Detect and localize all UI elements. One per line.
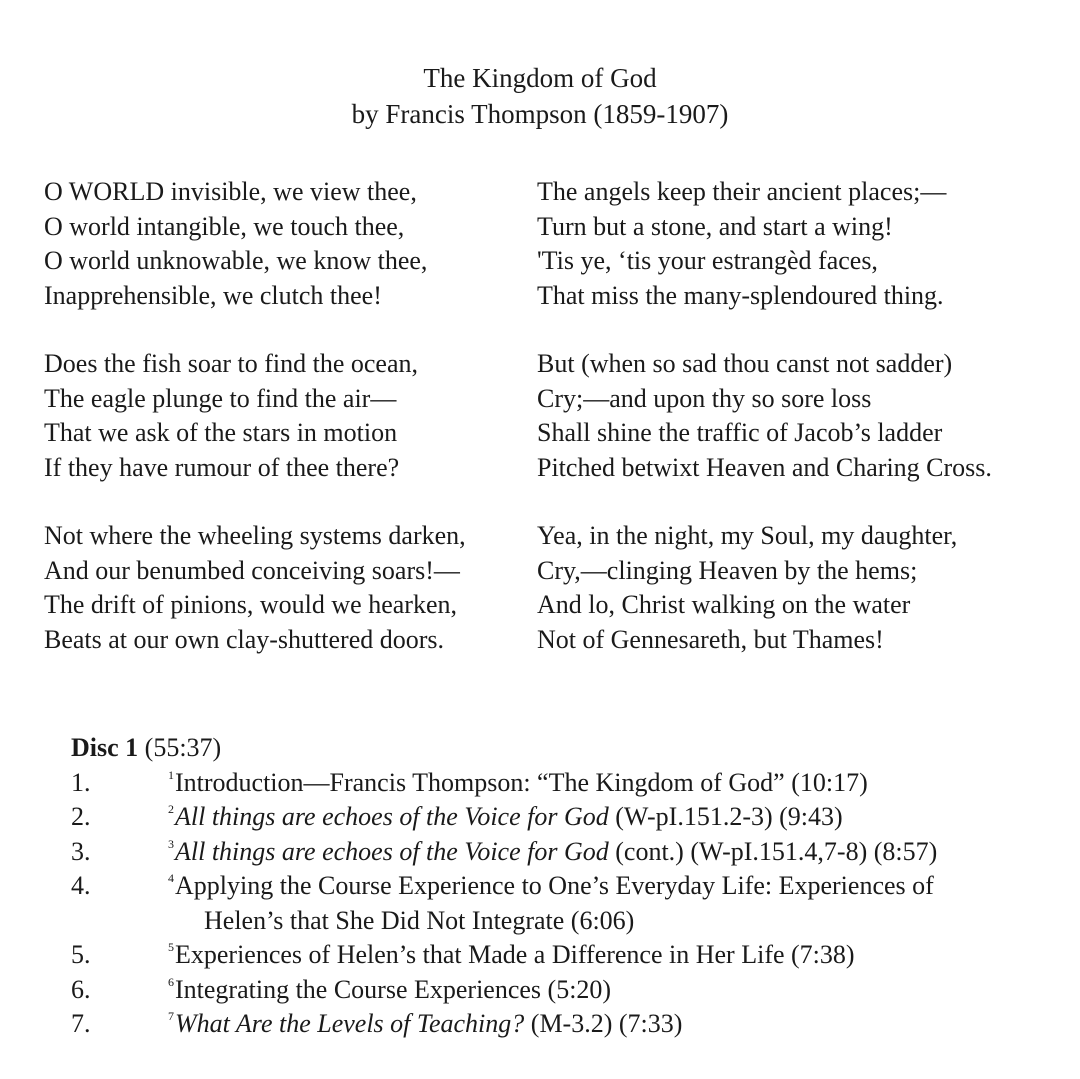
stanza-right-1: [537, 175, 1077, 313]
poem-line: Cry,—clinging Heaven by the hems;: [537, 555, 918, 585]
track-title-italic: All things are echoes of the Voice for God: [175, 836, 609, 866]
disc-heading: [71, 731, 1061, 766]
track-title-italic: All things are echoes of the Voice for God: [175, 802, 609, 831]
poem-line: Yea, in the night, my Soul, my daughter,: [537, 521, 958, 550]
track-title-text: (M-3.2) (7:33): [524, 1009, 683, 1038]
track-row: [71, 973, 1061, 1008]
poem-line: Not where the wheeling systems darken,: [44, 521, 466, 550]
poem-line: Turn but a stone, and start a wing!: [537, 211, 893, 241]
track-number: 6.: [71, 974, 91, 1004]
poem-left-column: [44, 175, 524, 691]
author-byline: by Francis Thompson (1859-1907): [351, 99, 729, 129]
poem-line: Inapprehensible, we clutch thee!: [44, 280, 382, 310]
poem-line: 'Tis ye, ‘tis your estrangèd faces,: [537, 246, 878, 275]
stanza-right-3: [537, 519, 1077, 657]
poem-line: Cry;—and upon thy so sore loss: [537, 383, 872, 413]
track-title: [168, 938, 1061, 973]
track-number: 7.: [71, 1009, 91, 1038]
track-row: [71, 800, 1061, 835]
poem-line: Not of Gennesareth, but Thames!: [537, 624, 884, 654]
track-title: [168, 835, 1061, 870]
poem-line: Pitched betwixt Heaven and Charing Cross.: [537, 452, 992, 482]
track-title-text: (cont.) (W-pI.151.4,7-8) (8:57): [608, 836, 938, 866]
disc-label: Disc 1: [71, 733, 139, 762]
track-title-text: Integrating the Course Experiences (5:20): [175, 974, 612, 1004]
page-title: The Kingdom of God: [423, 63, 657, 93]
track-row: [71, 766, 1061, 801]
track-title-continuation: Helen’s that She Did Not Integrate (6:06): [204, 905, 635, 935]
poem-line: But (when so sad thou canst not sadder): [537, 349, 953, 378]
track-footnote-marker: 1: [168, 767, 174, 782]
track-rows: [71, 766, 1061, 1042]
poem-line: O world intangible, we touch thee,: [44, 211, 405, 241]
track-title-text: (W-pI.151.2-3) (9:43): [608, 802, 843, 831]
stanza-left-3: [44, 519, 524, 657]
track-list: [71, 731, 1061, 1042]
poem-line: The drift of pinions, would we hearken,: [44, 590, 458, 619]
poem-line: If they have rumour of thee there?: [44, 452, 400, 482]
poem-line: And our benumbed conceiving soars!—: [44, 555, 460, 585]
poem-line: The eagle plunge to find the air—: [44, 383, 397, 413]
poem-line: O WORLD invisible, we view thee,: [44, 177, 417, 206]
track-title-text: Introduction—Francis Thompson: “The Kingdom of God” (10:17): [175, 767, 868, 797]
poem-line: O world unknowable, we know thee,: [44, 246, 428, 275]
poem-line: Beats at our own clay-shuttered doors.: [44, 624, 445, 654]
track-footnote-marker: 3: [168, 836, 174, 851]
title-block: [0, 60, 1080, 132]
track-row: [71, 835, 1061, 870]
track-footnote-marker: 7: [168, 1009, 174, 1023]
track-title: [168, 766, 1061, 801]
track-number: 2.: [71, 802, 91, 831]
track-footnote-marker: 6: [168, 974, 174, 989]
track-number: 4.: [71, 871, 91, 900]
track-row: [71, 869, 1061, 938]
track-title: [168, 1007, 1061, 1042]
track-title: [168, 869, 1061, 904]
poem-line: The angels keep their ancient places;—: [537, 177, 947, 206]
stanza-right-2: [537, 347, 1077, 485]
poem-line: That miss the many-splendoured thing.: [537, 280, 944, 310]
track-title-text: Applying the Course Experience to One’s Everyday Life: Experiences of: [175, 871, 934, 900]
track-title-text: Experiences of Helen’s that Made a Difference in Her Life (7:38): [175, 940, 855, 969]
disc-duration: (55:37): [144, 733, 222, 762]
poem-right-column: [537, 175, 1077, 691]
track-number: 5.: [71, 940, 91, 969]
poem-line: That we ask of the stars in motion: [44, 418, 398, 447]
stanza-left-1: [44, 175, 524, 313]
track-title: [168, 973, 1061, 1008]
track-row: [71, 1007, 1061, 1042]
poem-line: Shall shine the traffic of Jacob’s ladder: [537, 418, 943, 447]
track-footnote-marker: 5: [168, 940, 174, 954]
poem-line: Does the fish soar to find the ocean,: [44, 349, 419, 378]
track-number: 3.: [71, 836, 91, 866]
stanza-left-2: [44, 347, 524, 485]
poem-line: And lo, Christ walking on the water: [537, 590, 911, 619]
track-number: 1.: [71, 767, 91, 797]
track-row: [71, 938, 1061, 973]
track-title: [168, 800, 1061, 835]
track-footnote-marker: 2: [168, 802, 174, 816]
track-title-italic: What Are the Levels of Teaching?: [175, 1009, 525, 1038]
track-footnote-marker: 4: [168, 871, 174, 885]
